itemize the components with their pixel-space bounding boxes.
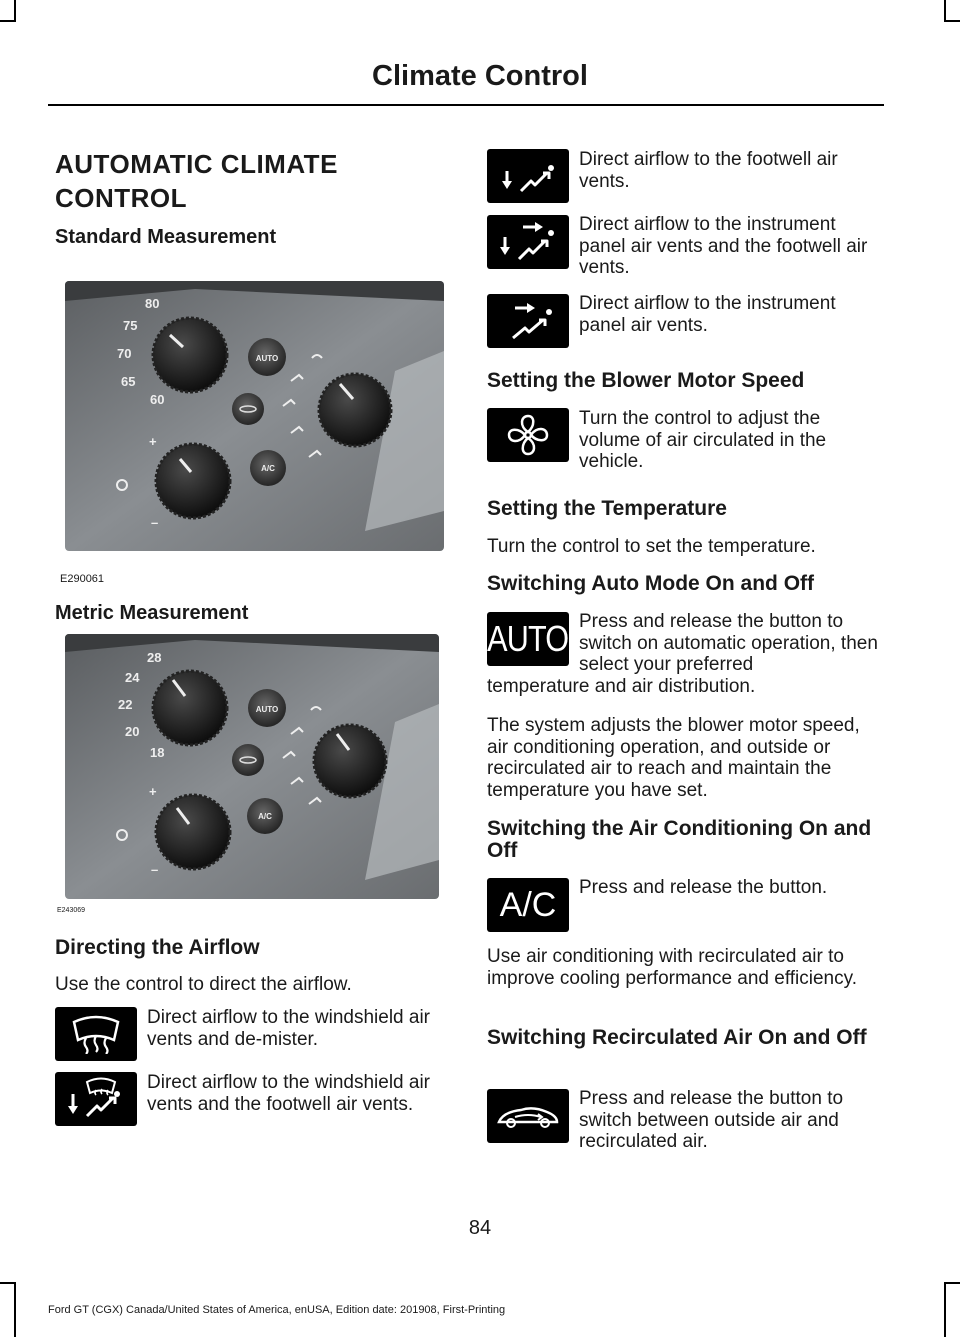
ac-icon-label: A/C <box>499 885 557 924</box>
recirc-text: Press and release the button to switch between outside air and recirculated air. <box>579 1088 844 1152</box>
crop-mark <box>0 20 16 22</box>
panel-icon <box>487 294 569 348</box>
ac-button-label: A/C <box>261 464 275 473</box>
auto-text: Press and release the button to switch on automatic operation, then select your preferred <box>579 611 878 675</box>
header-divider <box>48 104 884 106</box>
minus-sign: – <box>151 862 159 877</box>
standard-figure-caption: E290061 <box>60 573 105 585</box>
dial-label: 60 <box>150 392 165 407</box>
dial-label: 65 <box>121 374 136 389</box>
dial-label: 18 <box>150 745 165 760</box>
minus-sign: – <box>151 515 159 530</box>
dial-label: 24 <box>125 670 140 685</box>
ac-text: Press and release the button. <box>579 877 828 898</box>
dial-label: 80 <box>145 296 160 311</box>
temperature-text: Turn the control to set the temperature. <box>487 536 816 557</box>
section-title-line-1: AUTOMATIC CLIMATE <box>55 149 338 179</box>
dial-label: 22 <box>118 697 133 712</box>
crop-mark <box>944 0 946 22</box>
airflow-heading: Directing the Airflow <box>55 936 260 959</box>
section-title-line-2: CONTROL <box>55 183 188 213</box>
airflow-item-text: Direct airflow to the windshield air vents and the footwell air vents. <box>147 1072 431 1115</box>
auto-icon-label: AUTO <box>487 618 569 659</box>
blower-heading: Setting the Blower Motor Speed <box>487 369 805 392</box>
blower-text: Turn the control to adjust the volume of air circulated in the vehicle. <box>579 408 827 472</box>
crop-mark <box>0 1282 16 1284</box>
footwell-icon <box>487 149 569 203</box>
recirculation-icon <box>487 1089 569 1143</box>
panel-footwell-icon <box>487 215 569 269</box>
ac-heading: Switching the Air Conditioning On and Off <box>487 817 872 862</box>
dial-label: 20 <box>125 724 140 739</box>
plus-sign: + <box>149 434 157 449</box>
auto-heading: Switching Auto Mode On and Off <box>487 572 815 595</box>
airflow-item-text: Direct airflow to the instrument panel air vents. <box>579 293 836 336</box>
ac-button-label: A/C <box>258 812 272 821</box>
windshield-defrost-icon <box>55 1007 137 1061</box>
airflow-item-text: Direct airflow to the instrument panel air vents and the footwell air vents. <box>579 214 868 278</box>
footer-text: Ford GT (CGX) Canada/United States of America, enUSA, Edition date: 201908, First-Printing <box>48 1304 506 1316</box>
ac-icon <box>487 878 569 932</box>
airflow-intro: Use the control to direct the airflow. <box>55 974 352 995</box>
section-title <box>55 147 445 215</box>
auto-text-continued: temperature and air distribution. <box>487 676 756 697</box>
plus-sign: + <box>149 784 157 799</box>
recirc-heading: Switching Recirculated Air On and Off <box>487 1026 867 1049</box>
dial-label: 75 <box>123 318 138 333</box>
standard-panel-photo <box>65 281 444 551</box>
temperature-heading: Setting the Temperature <box>487 497 727 520</box>
dial-label: 28 <box>147 650 162 665</box>
metric-figure-caption: E243069 <box>57 907 86 914</box>
auto-icon <box>487 612 569 666</box>
auto-button-label: AUTO <box>255 705 279 714</box>
metric-heading: Metric Measurement <box>55 602 249 624</box>
fan-icon <box>487 408 569 462</box>
standard-heading: Standard Measurement <box>55 226 277 248</box>
crop-mark <box>944 20 960 22</box>
crop-mark <box>14 1282 16 1337</box>
left-column <box>55 147 445 215</box>
crop-mark <box>14 0 16 22</box>
airflow-item-text: Direct airflow to the footwell air vents. <box>579 149 838 192</box>
auto-button-label: AUTO <box>255 354 279 363</box>
page-number: 84 <box>468 1217 492 1239</box>
page-title: Climate Control <box>372 60 588 92</box>
airflow-item-text: Direct airflow to the windshield air vents and de-mister. <box>147 1007 431 1050</box>
dial-label: 70 <box>117 346 132 361</box>
crop-mark <box>944 1282 960 1284</box>
metric-panel-photo <box>65 634 439 899</box>
ac-description: Use air conditioning with recirculated air to improve cooling performance and efficiency. <box>487 946 857 989</box>
crop-mark <box>944 1282 946 1337</box>
windshield-footwell-icon <box>55 1072 137 1126</box>
auto-description: The system adjusts the blower motor speed, air conditioning operation, and outside or recirculated air to reach and maintain the temperature you have set. <box>487 715 860 801</box>
